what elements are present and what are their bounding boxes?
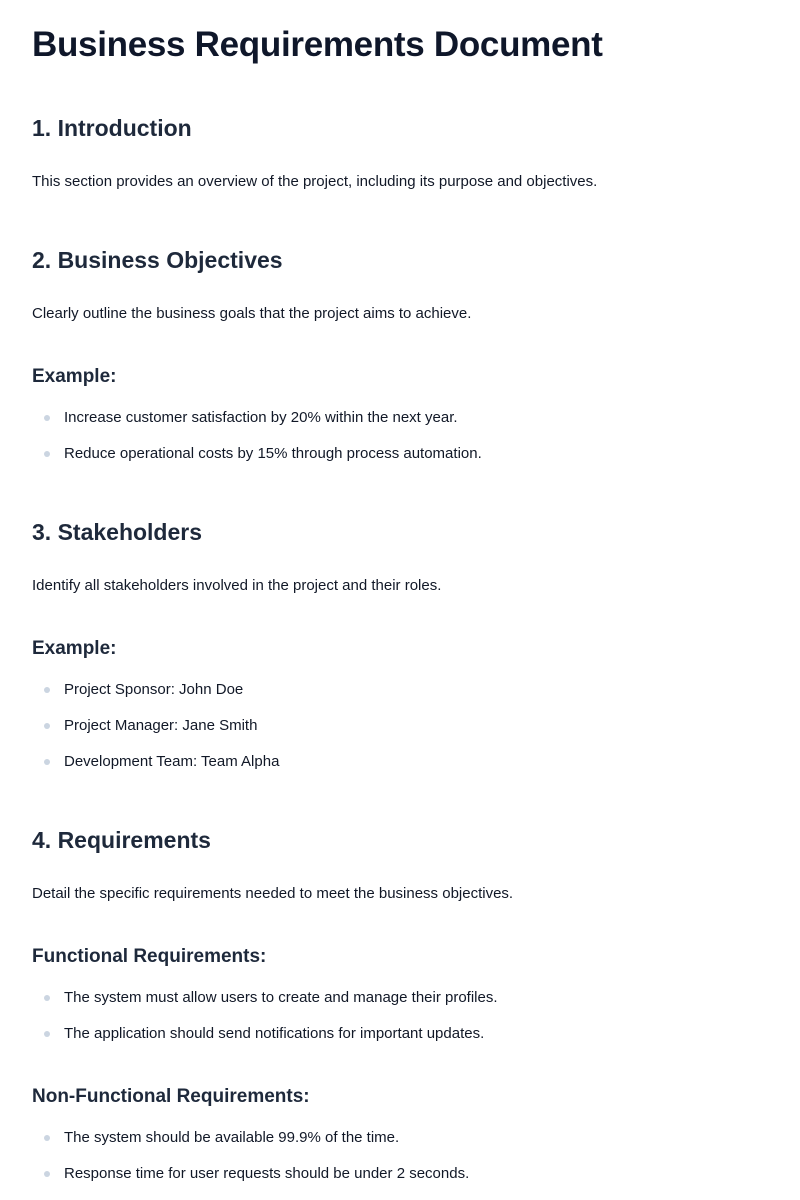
bullet-marker	[44, 1031, 50, 1037]
bullet-marker	[44, 415, 50, 421]
bullet-marker	[44, 723, 50, 729]
section-heading-stakeholders: 3. Stakeholders	[32, 519, 203, 545]
section-text-business-objectives: Clearly outline the business goals that the project aims to achieve.	[32, 305, 472, 322]
document-title: Business Requirements Document	[32, 25, 603, 64]
list-item: Reduce operational costs by 15% through process automation.	[64, 445, 482, 462]
list-item: The application should send notifications for important updates.	[64, 1025, 485, 1042]
section-text-stakeholders: Identify all stakeholders involved in the project and their roles.	[32, 577, 442, 594]
subheading-example-objectives: Example:	[32, 366, 117, 387]
list-item: Increase customer satisfaction by 20% within the next year.	[64, 409, 458, 426]
subheading-non-functional-requirements: Non-Functional Requirements:	[32, 1086, 310, 1107]
section-text-introduction: This section provides an overview of the project, including its purpose and objectives.	[32, 173, 598, 190]
section-heading-introduction: 1. Introduction	[32, 115, 192, 141]
bullet-marker	[44, 1135, 50, 1141]
bullet-marker	[44, 995, 50, 1001]
section-heading-business-objectives: 2. Business Objectives	[32, 247, 283, 273]
list-item: Development Team: Team Alpha	[64, 753, 280, 770]
list-item: The system must allow users to create and manage their profiles.	[64, 989, 498, 1006]
subheading-example-stakeholders: Example:	[32, 638, 117, 659]
list-item: Project Sponsor: John Doe	[64, 681, 244, 698]
bullet-marker	[44, 451, 50, 457]
bullet-marker	[44, 687, 50, 693]
section-text-requirements: Detail the specific requirements needed to meet the business objectives.	[32, 885, 514, 902]
bullet-marker	[44, 759, 50, 765]
list-item: Response time for user requests should be under 2 seconds.	[64, 1165, 470, 1182]
section-heading-requirements: 4. Requirements	[32, 827, 211, 853]
list-item: The system should be available 99.9% of the time.	[64, 1129, 400, 1146]
list-item: Project Manager: Jane Smith	[64, 717, 258, 734]
bullet-marker	[44, 1171, 50, 1177]
subheading-functional-requirements: Functional Requirements:	[32, 946, 267, 967]
